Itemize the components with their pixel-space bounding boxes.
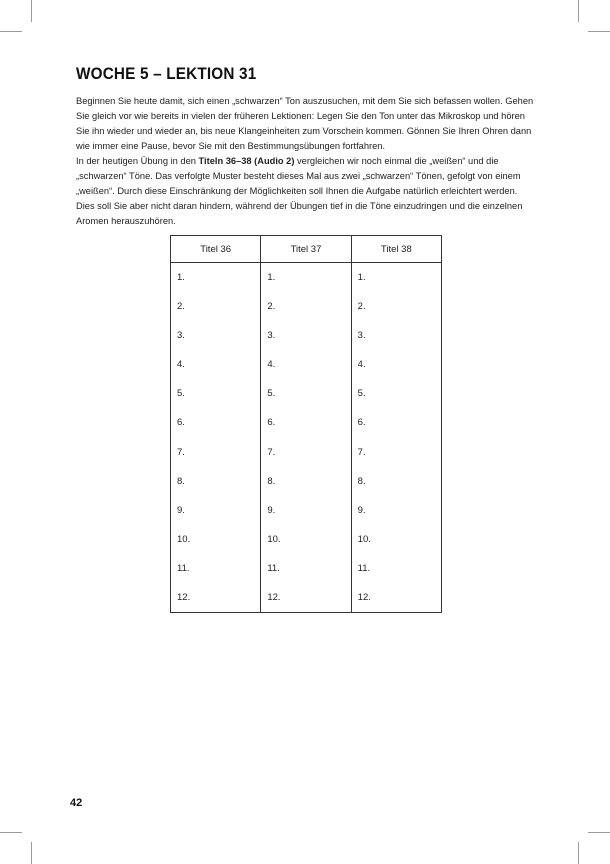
- row-number: 6.: [267, 417, 276, 429]
- row-number: 9.: [177, 504, 185, 516]
- crop-mark: [0, 832, 22, 833]
- column-header: Titel 38: [351, 236, 441, 263]
- row-number: 12.: [177, 591, 191, 603]
- answer-cell[interactable]: [261, 350, 351, 379]
- row-number: 11.: [177, 562, 190, 574]
- row-number: 1.: [267, 272, 276, 284]
- answer-cell[interactable]: [351, 263, 441, 293]
- row-number: 10.: [177, 533, 191, 545]
- page-number: 42: [70, 797, 83, 809]
- row-number: 4.: [177, 359, 185, 371]
- row-number: 3.: [177, 330, 185, 342]
- table-row: [171, 408, 442, 437]
- row-number: 9.: [267, 504, 276, 516]
- paragraph-text: vergleichen wir noch einmal die „weißen“ und die „schwarzen“ Töne. Das verfolgte Muster besteht dieses Mal aus zwei „schwarzen“ Tönen, gefolgt von einem „weißen“. Durch diese Einschränkung der Möglichkeiten soll Ihnen die Aufgabe natürlich erleichtert werden. Dies soll Sie aber nicht daran hindern, während der Übungen tief in die Töne einzudringen und die einzelnen Aromen herauszuhören.: [76, 156, 523, 226]
- row-number: 4.: [267, 359, 276, 371]
- exercise-paragraph: [76, 154, 536, 229]
- answer-cell[interactable]: [261, 467, 351, 496]
- table-row: [171, 321, 442, 350]
- table-row: [171, 379, 442, 408]
- row-number: 11.: [357, 562, 371, 574]
- crop-mark: [578, 0, 579, 22]
- row-number: 2.: [357, 301, 366, 313]
- answer-cell[interactable]: [261, 496, 351, 525]
- answer-cell[interactable]: [351, 379, 441, 408]
- answer-cell[interactable]: [351, 321, 441, 350]
- answer-table: [170, 235, 442, 613]
- answer-cell[interactable]: [171, 437, 261, 466]
- answer-cell[interactable]: [171, 321, 261, 350]
- answer-cell[interactable]: [351, 525, 441, 554]
- answer-cell[interactable]: [171, 583, 261, 613]
- row-number: 3.: [357, 330, 366, 342]
- answer-cell[interactable]: [261, 583, 351, 613]
- answer-cell[interactable]: [171, 554, 261, 583]
- table-row: [171, 350, 442, 379]
- row-number: 7.: [267, 446, 276, 458]
- row-number: 12.: [267, 591, 281, 603]
- row-number: 2.: [267, 301, 276, 313]
- answer-cell[interactable]: [261, 379, 351, 408]
- answer-cell[interactable]: [261, 321, 351, 350]
- table-row: [171, 583, 442, 613]
- track-reference: Titeln 36–38 (Audio 2): [198, 156, 295, 166]
- row-number: 10.: [267, 533, 281, 545]
- table-row: [171, 496, 442, 525]
- answer-cell[interactable]: [261, 408, 351, 437]
- crop-mark: [588, 832, 610, 833]
- row-number: 5.: [267, 388, 276, 400]
- answer-cell[interactable]: [171, 467, 261, 496]
- table-row: [171, 292, 442, 321]
- column-header: Titel 36: [171, 236, 261, 263]
- row-number: 10.: [357, 533, 371, 545]
- answer-cell[interactable]: [351, 554, 441, 583]
- answer-cell[interactable]: [171, 292, 261, 321]
- row-number: 6.: [177, 417, 185, 429]
- row-number: 8.: [177, 475, 185, 487]
- row-number: 8.: [357, 475, 366, 487]
- table-header-row: [171, 236, 442, 263]
- answer-cell[interactable]: [351, 583, 441, 613]
- answer-cell[interactable]: [351, 437, 441, 466]
- row-number: 2.: [177, 301, 185, 313]
- crop-mark: [578, 842, 579, 864]
- answer-cell[interactable]: [351, 408, 441, 437]
- table-row: [171, 554, 442, 583]
- crop-mark: [588, 31, 610, 32]
- answer-cell[interactable]: [351, 496, 441, 525]
- column-header: Titel 37: [261, 236, 351, 263]
- intro-paragraph: Beginnen Sie heute damit, sich einen „schwarzen“ Ton auszusuchen, mit dem Sie sich befassen wollen. Gehen Sie gleich vor wie bereits in vielen der früheren Lektionen: Legen Sie den Ton unter das Mikroskop und hören Sie ihn wieder und wieder an, bis neue Klangeinheiten zum Vorschein kommen. Gönnen Sie Ihren Ohren dann wie immer eine Pause, bevor Sie mit den Bestimmungsübungen fortfahren.: [76, 96, 534, 151]
- page-title: WOCHE 5 – LEKTION 31: [76, 64, 257, 83]
- answer-cell[interactable]: [171, 496, 261, 525]
- answer-cell[interactable]: [171, 350, 261, 379]
- answer-cell[interactable]: [261, 263, 351, 293]
- table-row: [171, 437, 442, 466]
- crop-mark: [31, 0, 32, 22]
- answer-cell[interactable]: [261, 292, 351, 321]
- crop-mark: [31, 842, 32, 864]
- paragraph-text: In der heutigen Übung in den: [76, 156, 199, 166]
- answer-cell[interactable]: [171, 408, 261, 437]
- crop-mark: [0, 31, 22, 32]
- row-number: 6.: [357, 417, 366, 429]
- answer-cell[interactable]: [351, 467, 441, 496]
- answer-cell[interactable]: [261, 437, 351, 466]
- row-number: 11.: [267, 562, 280, 574]
- answer-cell[interactable]: [171, 379, 261, 408]
- row-number: 3.: [267, 330, 276, 342]
- row-number: 1.: [177, 272, 185, 284]
- answer-cell[interactable]: [171, 263, 261, 293]
- row-number: 7.: [177, 446, 185, 458]
- answer-cell[interactable]: [351, 292, 441, 321]
- row-number: 9.: [357, 504, 366, 516]
- row-number: 5.: [357, 388, 366, 400]
- row-number: 5.: [177, 388, 185, 400]
- answer-cell[interactable]: [171, 525, 261, 554]
- table-row: [171, 263, 442, 293]
- answer-cell[interactable]: [261, 554, 351, 583]
- answer-cell[interactable]: [351, 350, 441, 379]
- row-number: 7.: [357, 446, 366, 458]
- row-number: 1.: [357, 272, 366, 284]
- row-number: 12.: [357, 591, 371, 603]
- table-row: [171, 525, 442, 554]
- table-row: [171, 467, 442, 496]
- row-number: 4.: [357, 359, 366, 371]
- row-number: 8.: [267, 475, 276, 487]
- answer-cell[interactable]: [261, 525, 351, 554]
